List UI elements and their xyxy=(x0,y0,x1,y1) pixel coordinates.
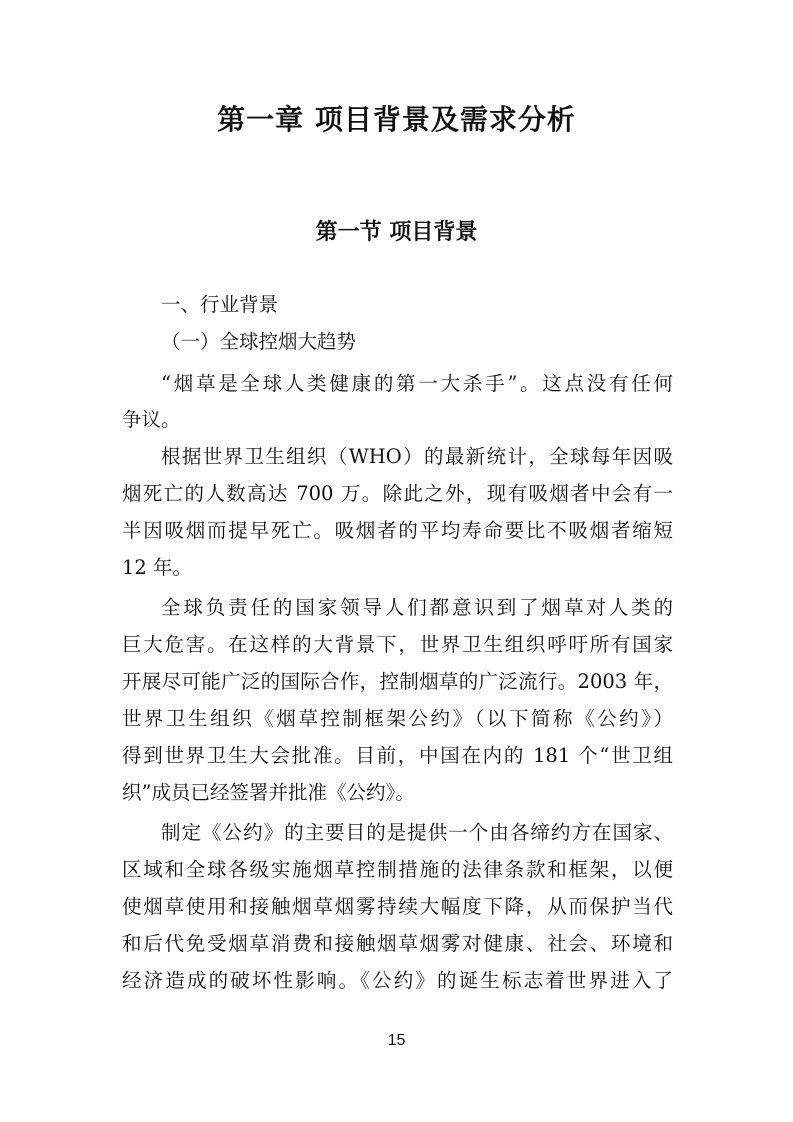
section-title: 第一节 项目背景 xyxy=(315,220,478,245)
paragraph-line: “烟草是全球人类健康的第一大杀手”。这点没有任何 xyxy=(161,372,673,395)
paragraph-line: 经济造成的破坏性影响。《公约》的诞生标志着世界进入了 xyxy=(122,969,673,992)
heading-global-tobacco-control: （一）全球控烟大趋势 xyxy=(161,330,357,353)
paragraph-line: 得到世界卫生大会批准。目前，中国在内的 181 个“世卫组 xyxy=(122,744,673,767)
chapter-title: 第一章 项目背景及需求分析 xyxy=(217,103,576,136)
paragraph-line: 根据世界卫生组织（WHO）的最新统计，全球每年因吸 xyxy=(161,445,673,468)
paragraph-line: 织”成员已经签署并批准《公约》。 xyxy=(122,781,415,804)
paragraph-line: 12 年。 xyxy=(122,556,193,579)
paragraph-line: 开展尽可能广泛的国际合作，控制烟草的广泛流行。2003 年， xyxy=(122,670,673,693)
page-number: 15 xyxy=(387,1032,406,1049)
paragraph-line: 巨大危害。在这样的大背景下，世界卫生组织呼吁所有国家 xyxy=(122,633,673,656)
paragraph-line: 世界卫生组织《烟草控制框架公约》（以下简称《公约》） xyxy=(122,707,673,730)
paragraph-line: 烟死亡的人数高达 700 万。除此之外，现有吸烟者中会有一 xyxy=(122,482,673,505)
paragraph-line: 区域和全球各级实施烟草控制措施的法律条款和框架，以便 xyxy=(122,858,673,881)
paragraph-line: 使烟草使用和接触烟草烟雾持续大幅度下降，从而保护当代 xyxy=(122,895,673,918)
paragraph-line: 制定《公约》的主要目的是提供一个由各缔约方在国家、 xyxy=(161,821,673,844)
paragraph-line: 争议。 xyxy=(122,408,181,431)
paragraph-line: 半因吸烟而提早死亡。吸烟者的平均寿命要比不吸烟者缩短 xyxy=(122,519,673,542)
heading-industry-background: 一、行业背景 xyxy=(161,293,279,316)
paragraph-line: 全球负责任的国家领导人们都意识到了烟草对人类的 xyxy=(161,596,673,619)
paragraph-line: 和后代免受烟草消费和接触烟草烟雾对健康、社会、环境和 xyxy=(122,932,673,955)
